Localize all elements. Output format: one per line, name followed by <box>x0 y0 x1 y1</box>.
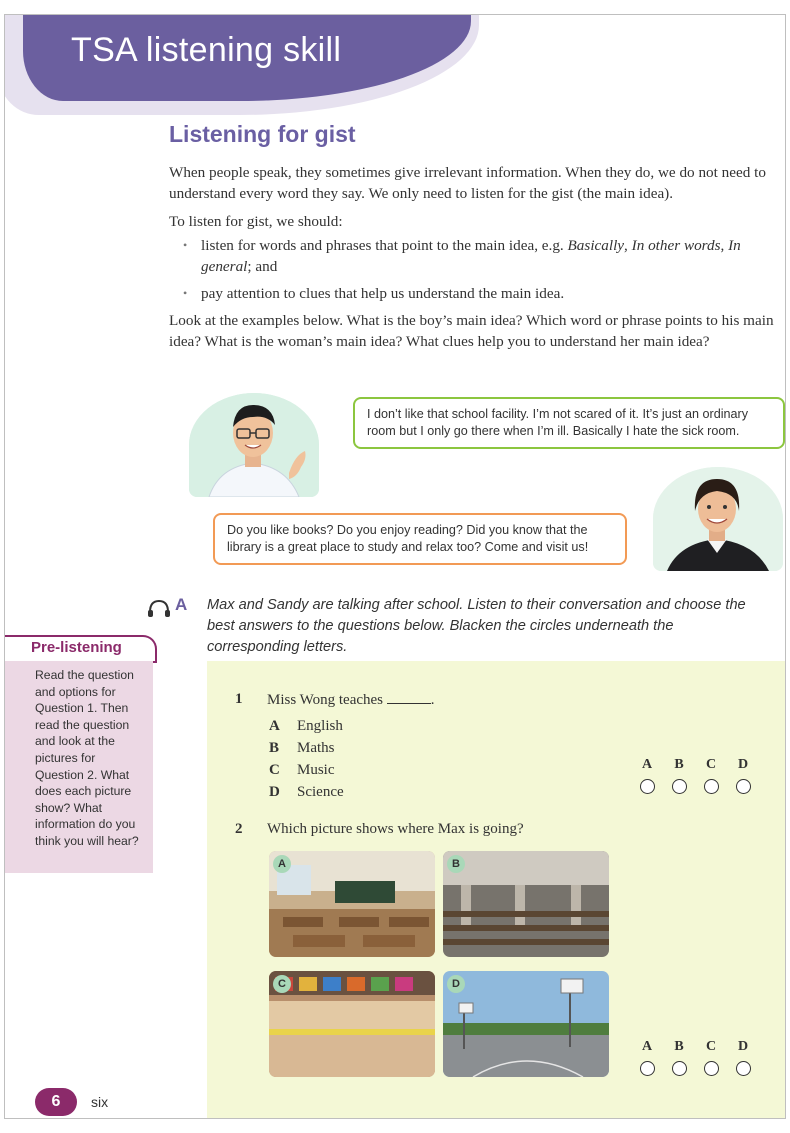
question-1-number: 1 <box>235 691 243 707</box>
examples-paragraph: Look at the examples below. What is the boy’s main idea? Which word or phrase points to his main idea? What is the woman’s main idea? What clues help you to understand her main idea? <box>169 312 774 350</box>
picture-d-label: D <box>447 975 465 993</box>
picture-a-classroom[interactable] <box>269 851 435 957</box>
page-number-word: six <box>91 1094 109 1110</box>
q2-circle-c[interactable] <box>695 1061 727 1077</box>
picture-d-basketball-court[interactable] <box>443 971 609 1077</box>
question-1-blank[interactable] <box>387 691 431 704</box>
q2-answer-letter-d: D <box>737 1039 749 1054</box>
woman-avatar <box>653 467 783 571</box>
q2-answer-letter-a: A <box>641 1039 653 1054</box>
pre-listening-text: Read the question and options for Question 1. Then read the question and look at the pictures for Question 2. What does each picture show? What information do you think you will hear? <box>35 668 139 848</box>
bullet-1-separator-2: , <box>720 237 729 254</box>
q2-answer-letter-b: B <box>674 1039 684 1054</box>
pre-listening-tab <box>5 635 157 663</box>
picture-c-label: C <box>273 975 291 993</box>
q1-option-text-c: Music <box>297 762 335 778</box>
exercise-letter: A <box>175 595 188 614</box>
q1-option-letter-a: A <box>269 718 280 734</box>
textbook-page <box>4 14 786 1119</box>
q1-option-letter-c: C <box>269 762 280 778</box>
bullet-point-2: • pay attention to clues that help us understand the main idea. <box>201 283 761 304</box>
q1-circle-b[interactable] <box>663 779 695 795</box>
boy-avatar <box>189 393 319 497</box>
bullet-1-text: listen for words and phrases that point to the main idea, e.g. <box>201 237 568 254</box>
q2-circle-a[interactable] <box>631 1061 663 1077</box>
q1-option-letter-d: D <box>269 784 280 800</box>
exercise-instruction: Max and Sandy are talking after school. Listen to their conversation and choose the best answers to the questions below. Blacken the circles underneath the corresponding letters. <box>207 597 746 655</box>
q1-option-text-a: English <box>297 718 343 734</box>
q1-option-letter-b: B <box>269 740 280 756</box>
q1-answer-letter-b: B <box>674 757 684 772</box>
picture-c-snack-shop[interactable] <box>269 971 435 1077</box>
woman-speech-bubble: Do you like books? Do you enjoy reading? Did you know that the library is a great place to study and relax too? Come and visit us! <box>213 513 627 565</box>
q2-answer-circles <box>631 1061 759 1077</box>
pre-listening-title: Pre-listening <box>31 639 122 656</box>
picture-a-label: A <box>273 855 291 873</box>
q1-answer-letters <box>631 757 759 773</box>
q1-circle-c[interactable] <box>695 779 727 795</box>
picture-b-label: B <box>447 855 465 873</box>
q2-answer-letters <box>631 1039 759 1055</box>
section-heading: Listening for gist <box>169 121 356 147</box>
question-1-stem: Miss Wong teaches <box>267 692 384 708</box>
bullet-1-example-in-general: In general <box>201 237 741 275</box>
bullet-1-end: ; and <box>247 258 278 275</box>
q1-circle-d[interactable] <box>727 779 759 795</box>
q1-circle-a[interactable] <box>631 779 663 795</box>
q1-option-text-d: Science <box>297 784 344 800</box>
bullet-1-example-basically: Basically <box>567 237 625 254</box>
boy-illustration <box>189 393 319 497</box>
question-2-text: Which picture shows where Max is going? <box>267 821 524 837</box>
question-1-end: . <box>430 692 435 708</box>
woman-illustration <box>653 467 783 571</box>
bullet-point-1 <box>201 235 761 277</box>
listen-for-gist-paragraph: To listen for gist, we should: <box>169 213 343 230</box>
q2-answer-letter-c: C <box>705 1039 717 1054</box>
pre-listening-box <box>5 661 153 873</box>
q1-answer-letter-d: D <box>737 757 749 772</box>
q1-option-text-b: Maths <box>297 740 335 756</box>
page-number: 6 <box>35 1088 77 1116</box>
intro-paragraph: When people speak, they sometimes give irrelevant information. When they do, we do not need to understand every word they say. We only need to listen for the gist (the main idea). <box>169 164 766 202</box>
q2-circle-d[interactable] <box>727 1061 759 1077</box>
headphones-icon <box>147 598 171 618</box>
question-2-number: 2 <box>235 821 243 837</box>
q1-answer-letter-a: A <box>641 757 653 772</box>
picture-b-hall[interactable] <box>443 851 609 957</box>
boy-speech-bubble: I don’t like that school facility. I’m not scared of it. It’s just an ordinary room but I only go there when I’m ill. Basically I hate the sick room. <box>353 397 785 449</box>
question-1-text <box>267 691 435 709</box>
question-panel <box>207 661 785 1119</box>
q1-answer-circles <box>631 779 759 795</box>
q1-answer-letter-c: C <box>705 757 717 772</box>
q2-circle-b[interactable] <box>663 1061 695 1077</box>
bullet-1-separator: , <box>624 237 632 254</box>
banner-title: TSA listening skill <box>71 31 342 69</box>
bullet-1-example-in-other-words: In other words <box>631 237 721 254</box>
